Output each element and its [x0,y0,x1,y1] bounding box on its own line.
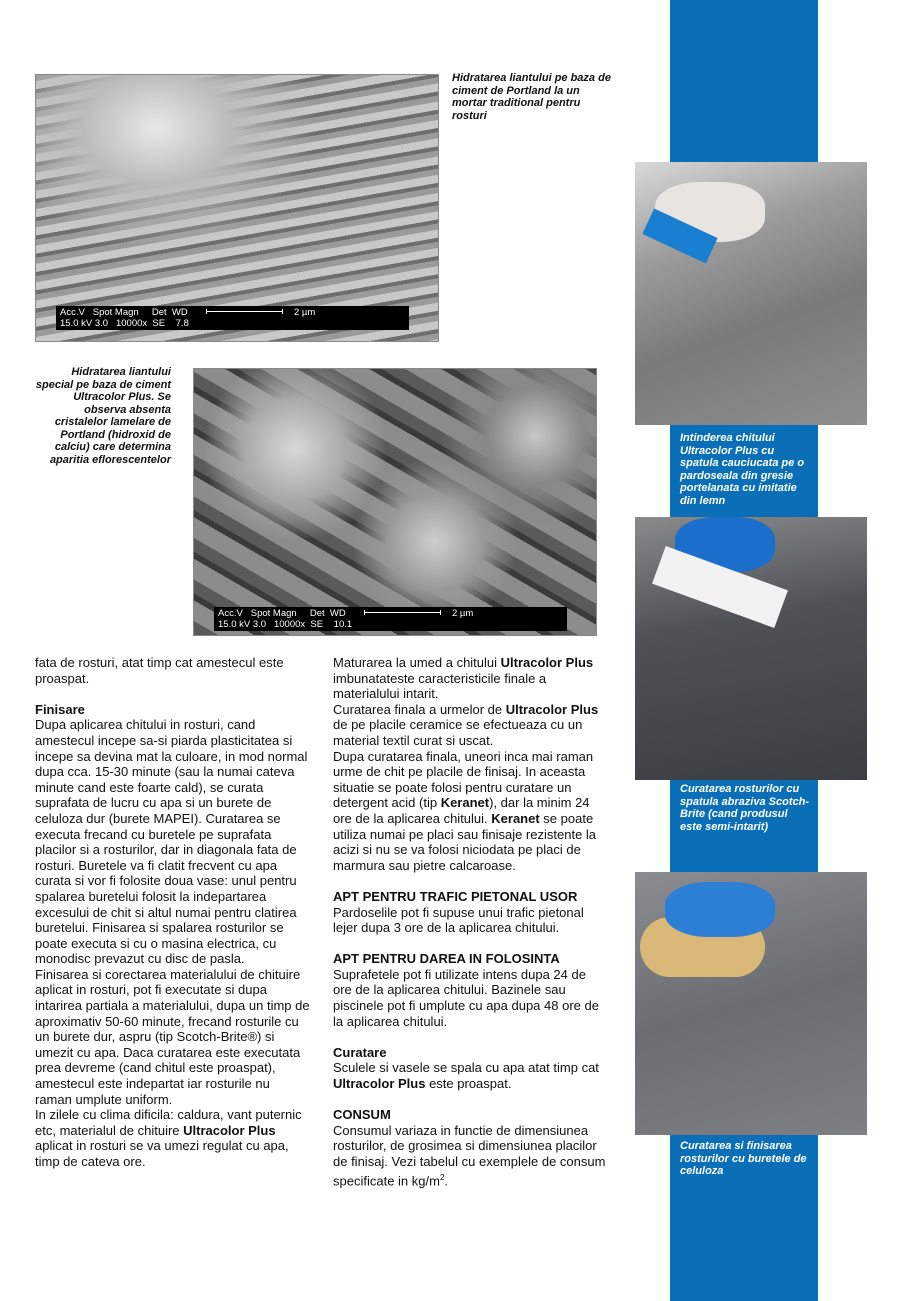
scale-label: 2 µm [452,608,474,619]
section-heading-folosinta: APT PENTRU DAREA IN FOLOSINTA [333,951,560,967]
section-heading-curatare: Curatare [333,1044,387,1060]
photo-sponge-finishing [635,872,867,1135]
intro-paragraph: fata de rosturi, atat timp cat amestecul este proaspat. [35,655,284,686]
paragraph: Finisarea si corectarea materialului de chituire aplicat in rosturi, pot fi executate si dupa intarirea partiala a materialului, dupa un timp de aproximativ 50-60 minute, frecand rosturile cu un burete dur, aspru (tip Scotch-Brite®) si umezit cu apa. Daca curatarea este executata prea devreme (cand chitul este proaspat), amestecul este indepartat iar rosturile nu raman umplute uniform. [35,966,310,1107]
paragraph: Sculele si vasele se spala cu apa atat timp cat Ultracolor Plus este proaspat. [333,1060,599,1092]
sem-bottom-caption: Hidratarea liantului special pe baza de ciment Ultracolor Plus. Se observa absenta cristalelor lamelare de Portland (hidroxid de calciu) care determina aparitia eflorescentelor [35,366,171,466]
paragraph: Curatarea finala a urmelor de Ultracolor Plus de pe placile ceramice se efectueaza cu un material textil curat si uscat. [333,701,599,748]
paragraph: Pardoselile pot fi supuse unui trafic pietonal lejer dupa 3 ore de la aplicarea chitului. [333,904,584,936]
paragraph: Maturarea la umed a chitului Ultracolor Plus imbunatateste caracteristicile finale a materialului intarit. [333,655,594,702]
photo-caption-3: Curatarea si finisarea rosturilor cu buretele de celuloza [680,1140,807,1177]
sem-image-portland [35,74,439,342]
scale-bar [206,309,283,314]
middle-text-column [333,655,608,1189]
left-text-column [35,655,310,1170]
glove-shape [665,882,775,937]
paragraph: Dupa curatarea finala, uneori inca mai raman urme de chit pe placile de finisaj. In aceasta situatie se poate folosi pentru curatare un detergent acid (tip Keranet), dar la minim 24 ore de la aplicarea chitului. Keranet se poate utiliza numai pe placi sau finisaje rezistente la acizi si nu se va folosi niciodata pe placi de marmura sau pietre calcaroase. [333,748,597,873]
paragraph: Dupa aplicarea chitului in rosturi, cand amestecul incepe sa-si piarda plasticitatea si incepe sa devina mat la culoare, in mod normal dupa cca. 15-30 minute (sau la numai cateva minute cand este foarte cald), se curata suprafata de lucru cu apa si un burete de celuloza dur (burete MAPEI). Curatarea se executa frecand cu buretele pe suprafata placilor si a rosturilor, dar in diagonala fata de rosturi. Buretele va fi clatit frecvent cu apa curata si vor fi folosite doua vase: unul pentru spalarea buretelui folosit la indepartarea excesului de chit si altul numai pentru clatirea buretelui. Finisarea si spalarea rosturilor se poate executa si cu o masina electrica, cu monodisc prevazut cu disc de pasla. [35,717,308,967]
section-heading-finisare: Finisare [35,701,85,717]
sem-info-bar [214,607,567,631]
photo-caption-2: Curatarea rosturilor cu spatula abraziva Scotch-Brite (cand produsul este semi-intarit) [680,783,809,833]
paragraph: Suprafetele pot fi utilizate intens dupa 24 de ore de la aplicarea chitului. Bazinele sau piscinele pot fi umplute cu apa dupa 48 ore de la aplicarea chitului. [333,966,599,1029]
photo-grout-spreading [635,162,867,425]
paragraph: Consumul variaza in functie de dimensiunea rosturilor, de grosimea si dimensiunea placilor de finisaj. Vezi tabelul cu exemplele de consum specificate in $kg/m^2$. [333,1122,606,1188]
sem-label-values: 15.0 kV 3.0 10000x SE 7.8 [60,318,189,329]
sem-image-ultracolor [193,368,597,636]
scale-bar [364,610,441,615]
sem-label-header: Acc.V Spot Magn Det WD [218,608,346,619]
section-heading-trafic: APT PENTRU TRAFIC PIETONAL USOR [333,888,578,904]
photo-caption-1: Intinderea chitului Ultracolor Plus cu spatula cauciucata pe o pardoseala din gresie portelanata cu imitatie din lemn [680,432,805,507]
photo-scotch-brite-cleaning [635,517,867,780]
sem-top-caption: Hidratarea liantului pe baza de ciment de Portland la un mortar traditional pentru rosturi [452,72,611,122]
sem-label-values: 15.0 kV 3.0 10000x SE 10.1 [218,619,353,630]
paragraph: In zilele cu clima dificila: caldura, vant puternic etc, materialul de chituire Ultracolor Plus aplicat in rosturi se va umezi regulat cu apa, timp de cateva ore. [35,1107,302,1169]
sem-info-bar [56,306,409,330]
scale-label: 2 µm [294,307,316,318]
sem-label-header: Acc.V Spot Magn Det WD [60,307,188,318]
section-heading-consum: CONSUM [333,1107,391,1123]
